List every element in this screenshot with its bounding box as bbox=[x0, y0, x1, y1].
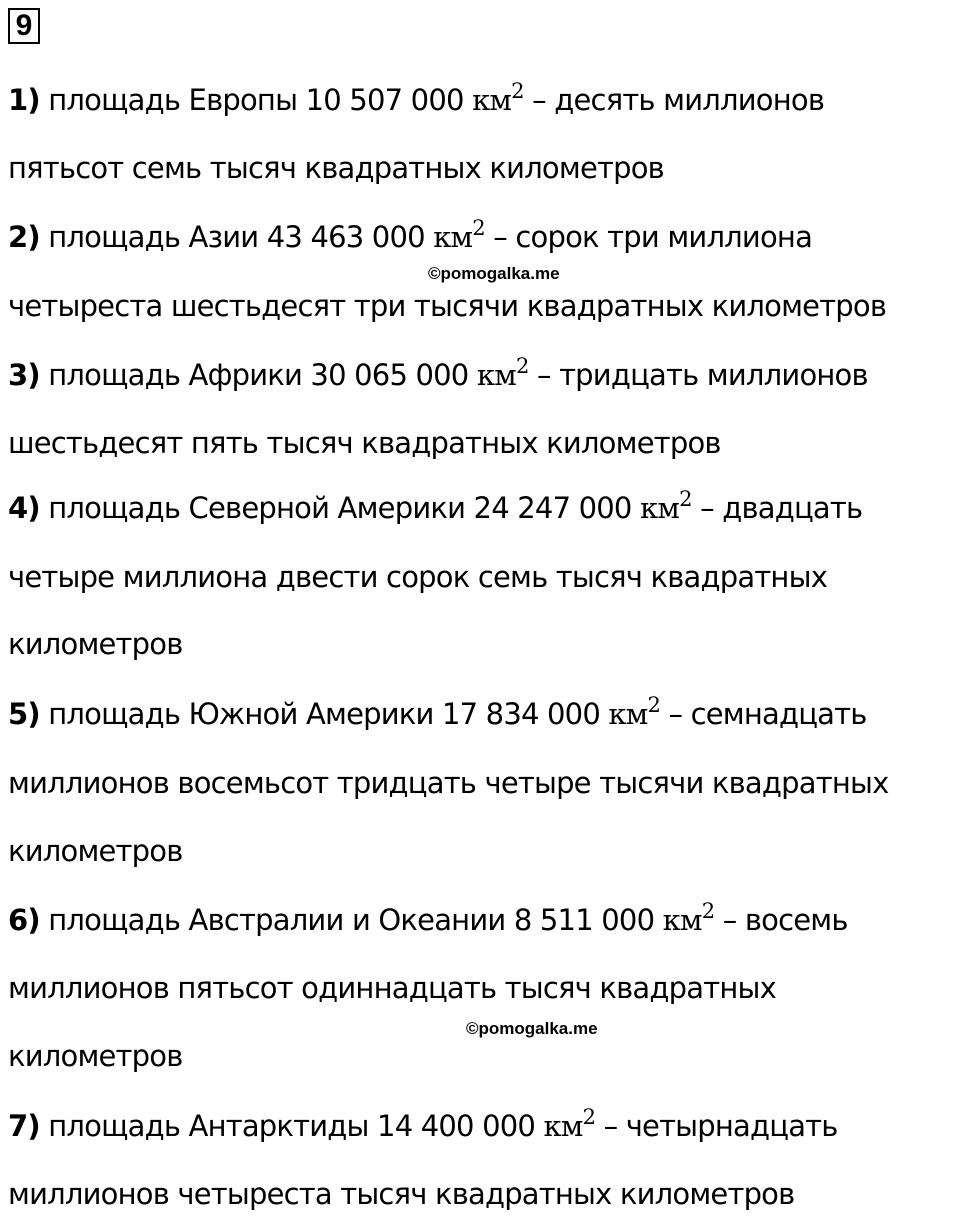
item-number: 4) bbox=[8, 491, 40, 525]
item-4-continuation: четыре миллиона двести сорок семь тысяч квадратных bbox=[8, 560, 828, 594]
item-7-line bbox=[8, 1106, 838, 1149]
item-number: 7) bbox=[8, 1109, 40, 1143]
item-2-line bbox=[8, 217, 812, 260]
item-text: площадь Африки 30 065 000 bbox=[39, 358, 477, 392]
item-text: площадь Северной Америки 24 247 000 bbox=[39, 491, 641, 525]
watermark: ©pomogalka.me bbox=[428, 264, 560, 283]
item-text: площадь Австралии и Океании 8 511 000 bbox=[39, 903, 663, 937]
item-6-continuation: километров bbox=[8, 1039, 183, 1073]
item-1-continuation: пятьсот семь тысяч квадратных километров bbox=[8, 151, 664, 185]
item-number: 6) bbox=[8, 903, 40, 937]
task-number-box: 9 bbox=[8, 8, 40, 44]
unit: $км^2$ bbox=[640, 487, 692, 525]
item-2-continuation: четыреста шестьдесят три тысячи квадратных километров bbox=[8, 289, 887, 323]
item-5-continuation: миллионов восемьсот тридцать четыре тысячи квадратных bbox=[8, 766, 889, 800]
item-5-continuation: километров bbox=[8, 834, 183, 868]
item-3-continuation: шестьдесят пять тысяч квадратных километров bbox=[8, 426, 721, 460]
unit: $км^2$ bbox=[433, 216, 485, 254]
item-text: площадь Южной Америки 17 834 000 bbox=[39, 697, 609, 731]
unit: $км^2$ bbox=[476, 354, 529, 392]
item-4-continuation: километров bbox=[8, 627, 183, 661]
item-text: – десять миллионов bbox=[523, 83, 825, 117]
unit: $км^2$ bbox=[543, 1105, 596, 1143]
item-text: – восемь bbox=[714, 903, 848, 937]
item-text: площадь Антарктиды 14 400 000 bbox=[39, 1109, 544, 1143]
item-6-continuation: миллионов пятьсот одиннадцать тысяч квадратных bbox=[8, 971, 776, 1005]
item-number: 2) bbox=[8, 220, 40, 254]
item-text: площадь Европы 10 507 000 bbox=[39, 83, 473, 117]
item-text: – сорок три миллиона bbox=[484, 220, 813, 254]
item-1-line bbox=[8, 80, 824, 123]
item-6-line bbox=[8, 900, 848, 943]
item-number: 3) bbox=[8, 358, 40, 392]
item-7-continuation: миллионов четыреста тысяч квадратных километров bbox=[8, 1177, 795, 1211]
item-5-line bbox=[8, 694, 867, 737]
item-text: – семнадцать bbox=[660, 697, 867, 731]
item-text: – четырнадцать bbox=[595, 1109, 838, 1143]
item-3-line bbox=[8, 355, 868, 398]
item-number: 5) bbox=[8, 697, 40, 731]
item-text: – двадцать bbox=[691, 491, 863, 525]
watermark: ©pomogalka.me bbox=[466, 1019, 598, 1038]
unit: $км^2$ bbox=[472, 79, 524, 117]
unit: $км^2$ bbox=[662, 899, 715, 937]
item-4-line bbox=[8, 488, 862, 531]
item-text: площадь Азии 43 463 000 bbox=[39, 220, 434, 254]
unit: $км^2$ bbox=[608, 693, 661, 731]
item-text: – тридцать миллионов bbox=[528, 358, 868, 392]
item-number: 1) bbox=[8, 83, 40, 117]
